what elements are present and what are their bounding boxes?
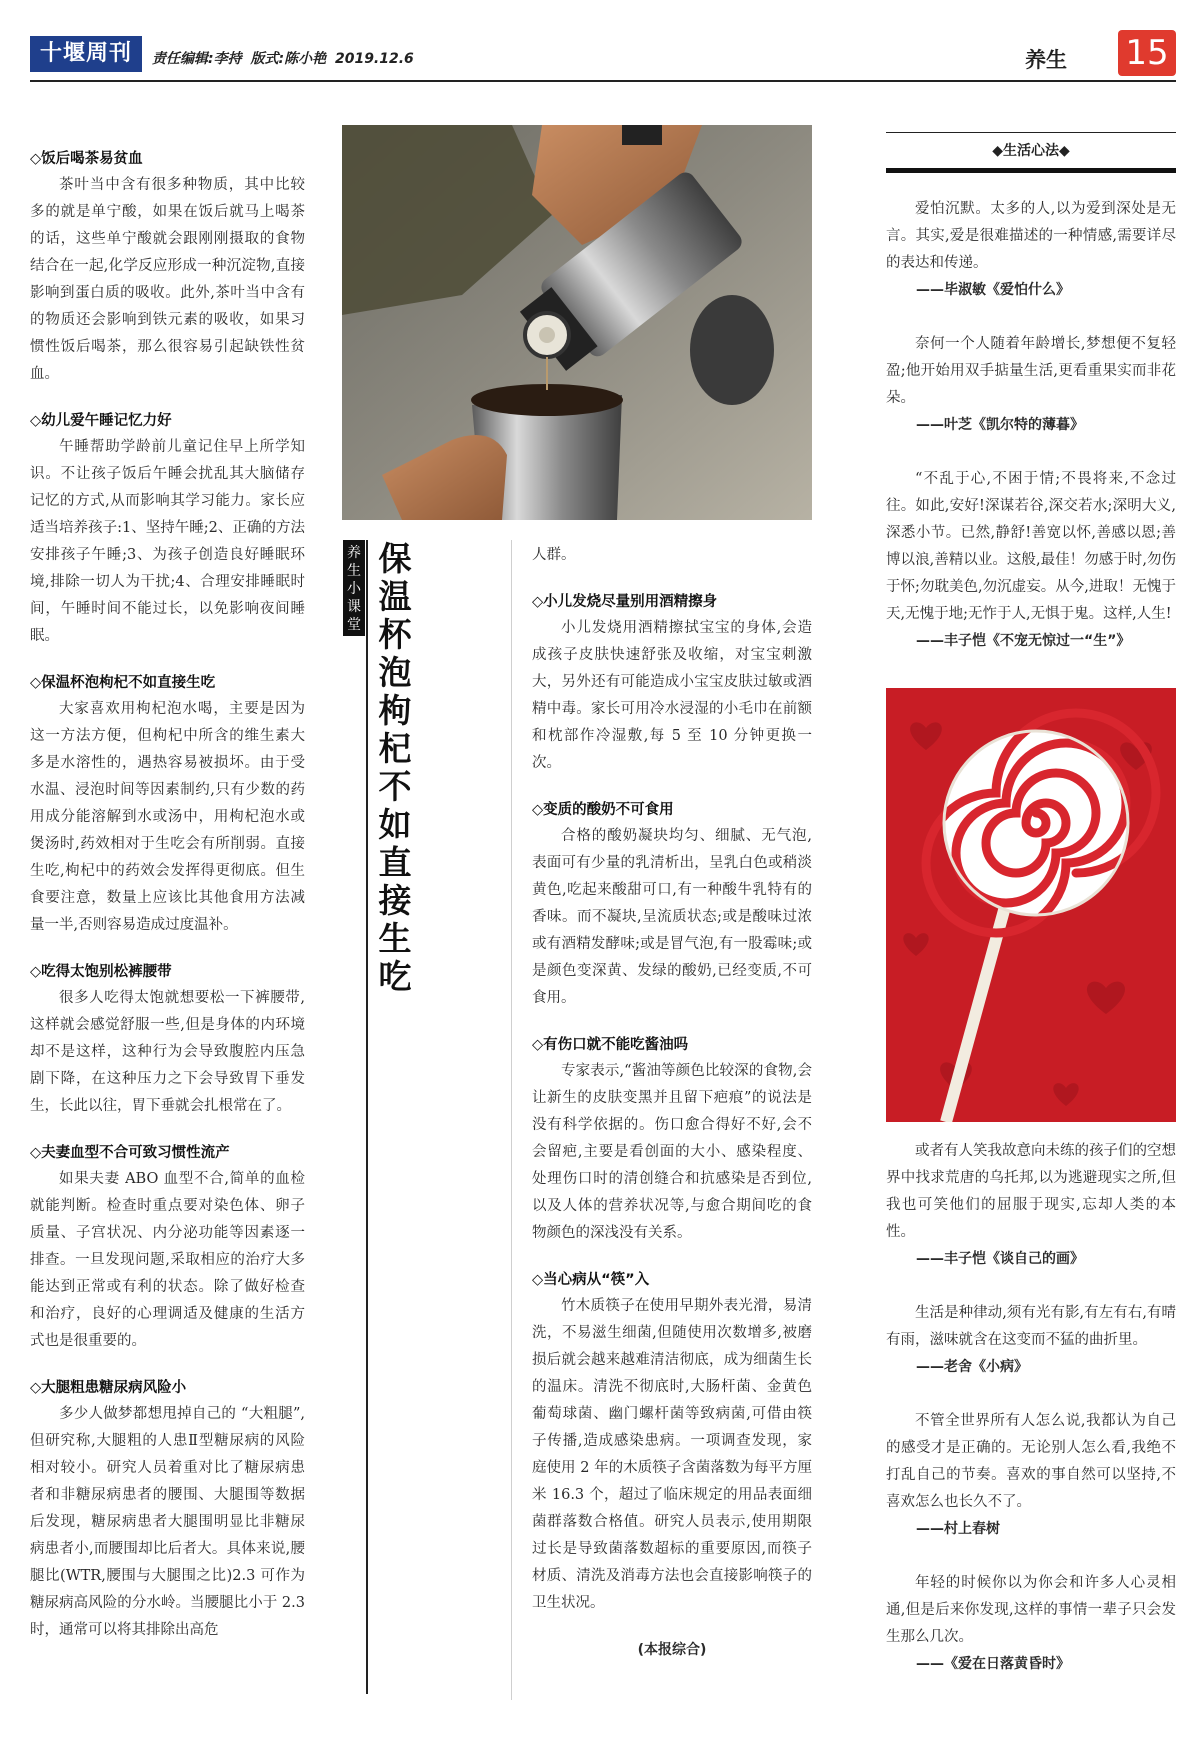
masthead-logo: 十堰周刊 <box>30 36 142 72</box>
editor-credits <box>152 48 418 68</box>
article-heading: ◇大腿粗患糖尿病风险小 <box>30 1380 187 1396</box>
quote-source: ——毕淑敏《爱怕什么》 <box>916 282 1070 298</box>
article <box>532 589 812 777</box>
title-rule <box>366 540 368 1694</box>
article-body: 午睡帮助学龄前儿童记住早上所学知识。不让孩子饭后午睡会扰乱其大脑储存记忆的方式,从而影响其学习能力。家长应适当培养孩子:1、坚持午睡;2、正确的方法安排孩子午睡;3、为孩子创造良好睡眠环境,排除一切人为干扰;4、合理安排睡眠时间，午睡时间不能过长，以免影响夜间睡眠。 <box>30 439 305 644</box>
column-left <box>30 146 305 1664</box>
quotes-bottom <box>886 1138 1176 1705</box>
quote-text: 爱怕沉默。太多的人,以为爱到深处是无言。其实,爱是很难描述的一种情感,需要详尽的表达和传递。 <box>886 201 1176 271</box>
article-heading: ◇小儿发烧尽量别用酒精擦身 <box>532 594 718 610</box>
issue-date: 2019.12.6 <box>334 51 414 67</box>
article <box>30 408 305 650</box>
article-heading: ◇幼儿爱午睡记忆力好 <box>30 413 172 429</box>
article <box>532 797 812 1012</box>
article-heading: ◇吃得太饱别松裤腰带 <box>30 964 172 980</box>
quote-source: ——叶芝《凯尔特的薄暮》 <box>916 417 1084 433</box>
article-body: 很多人吃得太饱就想要松一下裤腰带,这样就会感觉舒服一些,但是身体的内环境却不是这样，这种行为会导致腹腔内压急剧下降，在这种压力之下会导致胃下垂发生，长此以往，胃下垂就会扎根常在了。 <box>30 990 305 1114</box>
quote-source: ——村上春树 <box>916 1521 1000 1537</box>
quote-text: 或者有人笑我故意向未练的孩子们的空想界中找求荒唐的乌托邦,以为逃避现实之所,但我也可笑他们的屈服于现实,忘却人类的本性。 <box>886 1143 1176 1240</box>
section-label: 养生 <box>1025 48 1067 72</box>
quote-source: ——《爱在日落黄昏时》 <box>916 1656 1070 1672</box>
column-middle <box>532 542 812 1664</box>
sidebar-rule-top <box>886 132 1176 133</box>
article-body: 茶叶当中含有很多种物质，其中比较多的就是单宁酸，如果在饭后就马上喝茶的话，这些单宁酸就会跟刚刚摄取的食物结合在一起,化学反应形成一种沉淀物,直接影响到蛋白质的吸收。此外,茶叶当中含有的物质还会影响到铁元素的吸收，如果习惯性饭后喝茶，那么很容易引起缺铁性贫血。 <box>30 177 305 382</box>
sidebar-heading: ◆生活心法◆ <box>992 143 1070 159</box>
article-heading: ◇当心病从“筷”入 <box>532 1272 650 1288</box>
article-heading: ◇有伤口就不能吃酱油吗 <box>532 1037 689 1053</box>
red-white-lollipop-photo <box>886 688 1176 1122</box>
article-body: 如果夫妻 ABO 血型不合,简单的血检就能判断。检查时重点要对染色体、卵子质量、子宫状况、内分泌功能等因素逐一排查。一旦发现问题,采取相应的治疗大多能达到正常或有利的状态。除了做好检查和治疗，良好的心理调适及健康的生活方式也是很重要的。 <box>30 1171 305 1349</box>
sidebar-rule-bottom <box>886 168 1176 173</box>
quotes-top <box>886 196 1176 682</box>
article-body: 专家表示,“酱油等颜色比较深的食物,会让新生的皮肤变黑并且留下疤痕”的说法是没有科学依据的。伤口愈合得好不好,会不会留疤,主要是看创面的大小、感染程度、处理伤口时的清创缝合和抗感染是否到位,以及人体的营养状况等,与愈合期间吃的食物颜色的深浅没有关系。 <box>532 1063 812 1241</box>
layout-name: 版式:陈小艳 <box>250 51 327 67</box>
continuation-text: 人群。 <box>532 547 576 563</box>
quote-source: ——丰子恺《谈自己的画》 <box>916 1251 1084 1267</box>
article <box>30 1140 305 1355</box>
header-rule <box>30 80 1176 82</box>
quote-text: 年轻的时候你以为你会和许多人心灵相通,但是后来你发现,这样的事情一辈子只会发生那么几次。 <box>886 1575 1176 1645</box>
article-heading: ◇保温杯泡枸杞不如直接生吃 <box>30 675 216 691</box>
article-body: 竹木质筷子在使用早期外表光滑，易清洗，不易滋生细菌,但随使用次数增多,被磨损后就会越来越难清洁彻底，成为细菌生长的温床。清洗不彻底时,大肠杆菌、金黄色葡萄球菌、幽门螺杆菌等致病菌,可借由筷子传播,造成感染患病。一项调查发现，家庭使用 2 年的木质筷子含菌落数为每平方厘米 16.3 个，超过了临床规定的用品表面细菌群落数合格值。研究人员表示,使用期限过长是导致菌落数超标的重要原因,而筷子材质、清洗及消毒方法也会直接影响筷子的卫生状况。 <box>532 1298 812 1611</box>
article-body: 合格的酸奶凝块均匀、细腻、无气泡,表面可有少量的乳清析出，呈乳白色或稍淡黄色,吃起来酸甜可口,有一种酸牛乳特有的香味。而不凝块,呈流质状态;或是酸味过浓或有酒精发酵味;或是冒气泡,有一股霉味;或是颜色变深黄、发绿的酸奶,已经变质,不可食用。 <box>532 828 812 1006</box>
article-heading: ◇变质的酸奶不可食用 <box>532 802 674 818</box>
article <box>30 1375 305 1644</box>
article-heading: ◇夫妻血型不合可致习惯性流产 <box>30 1145 230 1161</box>
article <box>30 670 305 939</box>
quote-source: ——老舍《小病》 <box>916 1359 1028 1375</box>
source-credit: (本报综合) <box>637 1642 707 1658</box>
quote-text: “不乱于心,不困于情;不畏将来,不念过往。如此,安好!深谋若谷,深交若水;深明大义,深悉小节。已然,静舒!善宽以怀,善感以恩;善博以浪,善精以业。这般,最佳！勿感于时,勿伤于怀;勿耽美色,勿沉虚妄。从今,进取！无愧于天,无愧于地;无怍于人,无惧于鬼。这样,人生! <box>886 471 1176 622</box>
quote-text: 奈何一个人随着年龄增长,梦想便不复轻盈;他开始用双手掂量生活,更看重果实而非花朵。 <box>886 336 1176 406</box>
article <box>30 959 305 1120</box>
article-body: 多少人做梦都想甩掉自己的 “大粗腿”,但研究称,大腿粗的人患Ⅱ型糖尿病的风险相对较小。研究人员着重对比了糖尿病患者和非糖尿病患者的腰围、大腿围等数据后发现，糖尿病患者大腿围明显比非糖尿病患者小,而腰围却比后者大。具体来说,腰腿比(WTR,腰围与大腿围之比)2.3 可作为糖尿病高风险的分水岭。当腰腿比小于 2.3 时，通常可以将其排除出高危 <box>30 1406 305 1638</box>
quote-text: 生活是种律动,须有光有影,有左有右,有晴有雨，滋味就含在这变而不猛的曲折里。 <box>886 1305 1176 1348</box>
quote-text: 不管全世界所有人怎么说,我都认为自己的感受才是正确的。无论别人怎么看,我绝不打乱自己的节奏。喜欢的事自然可以坚持,不喜欢怎么也长久不了。 <box>886 1413 1176 1510</box>
article-body: 小儿发烧用酒精擦拭宝宝的身体,会造成孩子皮肤快速舒张及收缩，对宝宝刺激大，另外还有可能造成小宝宝皮肤过敏或酒精中毒。家长可用冷水浸湿的小毛巾在前额和枕部作冷湿敷,每 5 至 10 分钟更换一次。 <box>532 620 812 771</box>
quote-source: ——丰子恺《不宠无惊过一“生”》 <box>916 633 1131 649</box>
page-number: 15 <box>1118 30 1176 76</box>
thermos-pouring-photo <box>342 125 812 520</box>
feature-title: 保温杯泡枸杞不如直接生吃 <box>378 539 412 996</box>
article <box>30 146 305 388</box>
article-body: 大家喜欢用枸杞泡水喝，主要是因为这一方法方便，但枸杞中所含的维生素大多是水溶性的，遇热容易被损坏。由于受水温、浸泡时间等因素制约,只有少数的药用成分能溶解到水或汤中，用枸杞泡水或煲汤时,药效相对于生吃会有所削弱。直接生吃,枸杞中的药效会发挥得更彻底。但生食要注意，数量上应该比其他食用方法减量一半,否则容易造成过度温补。 <box>30 701 305 933</box>
column-badge: 养生小课堂 <box>343 540 365 636</box>
article <box>532 1032 812 1247</box>
article-heading: ◇饭后喝茶易贫血 <box>30 151 143 167</box>
column-separator <box>511 540 512 1700</box>
editor-name: 责任编辑:李持 <box>152 51 242 67</box>
article <box>532 1267 812 1617</box>
